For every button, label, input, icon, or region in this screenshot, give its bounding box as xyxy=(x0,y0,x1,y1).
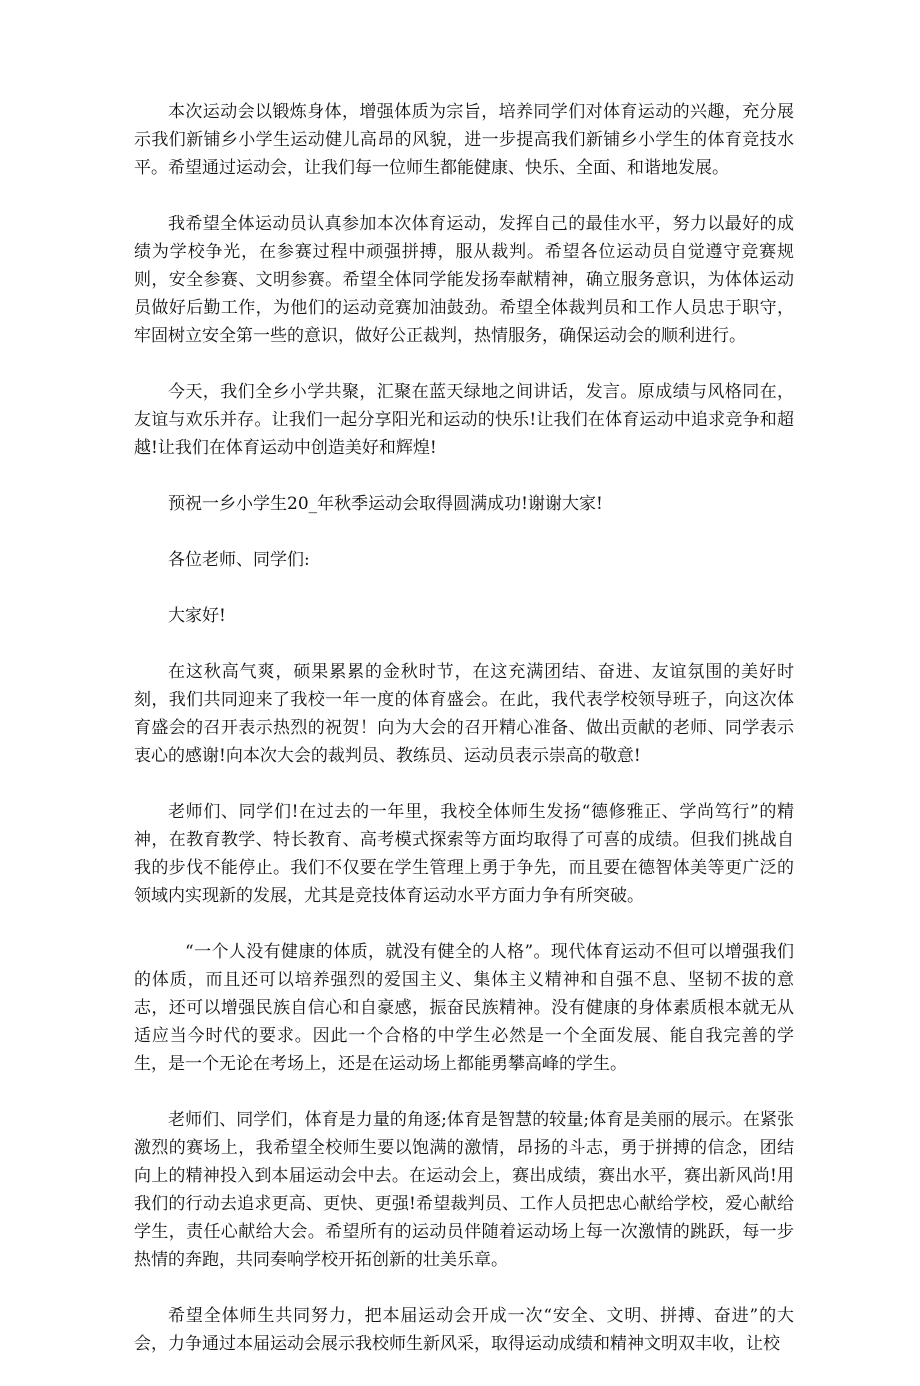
paragraph-7: 在这秋高气爽，硕果累累的金秋时节，在这充满团结、奋进、友谊氛围的美好时刻，我们共同迎来了我校一年一度的体育盛会。在此，我代表学校领导班子，向这次体育盛会的召开表示热烈的祝贺！向为大会的召开精心准备、做出贡献的老师、同学表示衷心的感谢!向本次大会的裁判员、教练员、运动员表示崇高的敬意! xyxy=(134,662,794,766)
paragraph-4: 预祝一乡小学生20_年秋季运动会取得圆满成功!谢谢大家! xyxy=(168,494,603,514)
paragraph-6: 大家好! xyxy=(168,606,226,626)
paragraph-10: 老师们、同学们，体育是力量的角逐;体育是智慧的较量;体育是美丽的展示。在紧张激烈的赛场上，我希望全校师生要以饱满的激情，昂扬的斗志，勇于拼搏的信念，团结向上的精神投入到本届运动会中去。在运动会上，赛出成绩，赛出水平，赛出新风尚!用我们的行动去追求更高、更快、更强!希望裁判员、工作人员把忠心献给学校，爱心献给学生，责任心献给大会。希望所有的运动员伴随着运动场上每一次激情的跳跃，每一步热情的奔跑，共同奏响学校开拓创新的壮美乐章。 xyxy=(134,1110,794,1270)
paragraph-3: 今天，我们全乡小学共聚，汇聚在蓝天绿地之间讲话，发言。原成绩与风格同在，友谊与欢乐并存。让我们一起分享阳光和运动的快乐!让我们在体育运动中追求竞争和超越!让我们在体育运动中创造美好和辉煌! xyxy=(134,382,794,458)
paragraph-8: 老师们、同学们!在过去的一年里，我校全体师生发扬“德修雅正、学尚笃行”的精神，在教育教学、特长教育、高考模式探索等方面均取得了可喜的成绩。但我们挑战自我的步伐不能停止。我们不仅要在学生管理上勇于争先，而且要在德智体美等更广泛的领域内实现新的发展，尤其是竞技体育运动水平方面力争有所突破。 xyxy=(134,802,794,906)
paragraph-2: 我希望全体运动员认真参加本次体育运动，发挥自己的最佳水平，努力以最好的成绩为学校争光，在参赛过程中顽强拼搏，服从裁判。希望各位运动员自觉遵守竞赛规则，安全参赛、文明参赛。希望全体同学能发扬奉献精神，确立服务意识，为体体运动员做好后勤工作，为他们的运动竞赛加油鼓劲。希望全体裁判员和工作人员忠于职守，牢固树立安全第一些的意识，做好公正裁判，热情服务，确保运动会的顺利进行。 xyxy=(134,214,794,346)
paragraph-9: “一个人没有健康的体质，就没有健全的人格”。现代体育运动不但可以增强我们的体质，而且还可以培养强烈的爱国主义、集体主义精神和自强不息、坚韧不拔的意志，还可以增强民族自信心和自豪感，振奋民族精神。没有健康的身体素质根本就无从适应当今时代的要求。因此一个合格的中学生必然是一个全面发展、能自我完善的学生，是一个无论在考场上，还是在运动场上都能勇攀高峰的学生。 xyxy=(134,942,794,1074)
paragraph-11: 希望全体师生共同努力，把本届运动会开成一次“安全、文明、拼搏、奋进”的大会，力争通过本届运动会展示我校师生新风采，取得运动成绩和精神文明双丰收，让校 xyxy=(134,1306,794,1354)
paragraph-1: 本次运动会以锻炼身体，增强体质为宗旨，培养同学们对体育运动的兴趣，充分展示我们新铺乡小学生运动健儿高昂的风貌，进一步提高我们新铺乡小学生的体育竞技水平。希望通过运动会，让我们每一位师生都能健康、快乐、全面、和谐地发展。 xyxy=(134,102,794,178)
paragraph-5: 各位老师、同学们: xyxy=(168,550,310,570)
document-page xyxy=(134,98,794,1386)
